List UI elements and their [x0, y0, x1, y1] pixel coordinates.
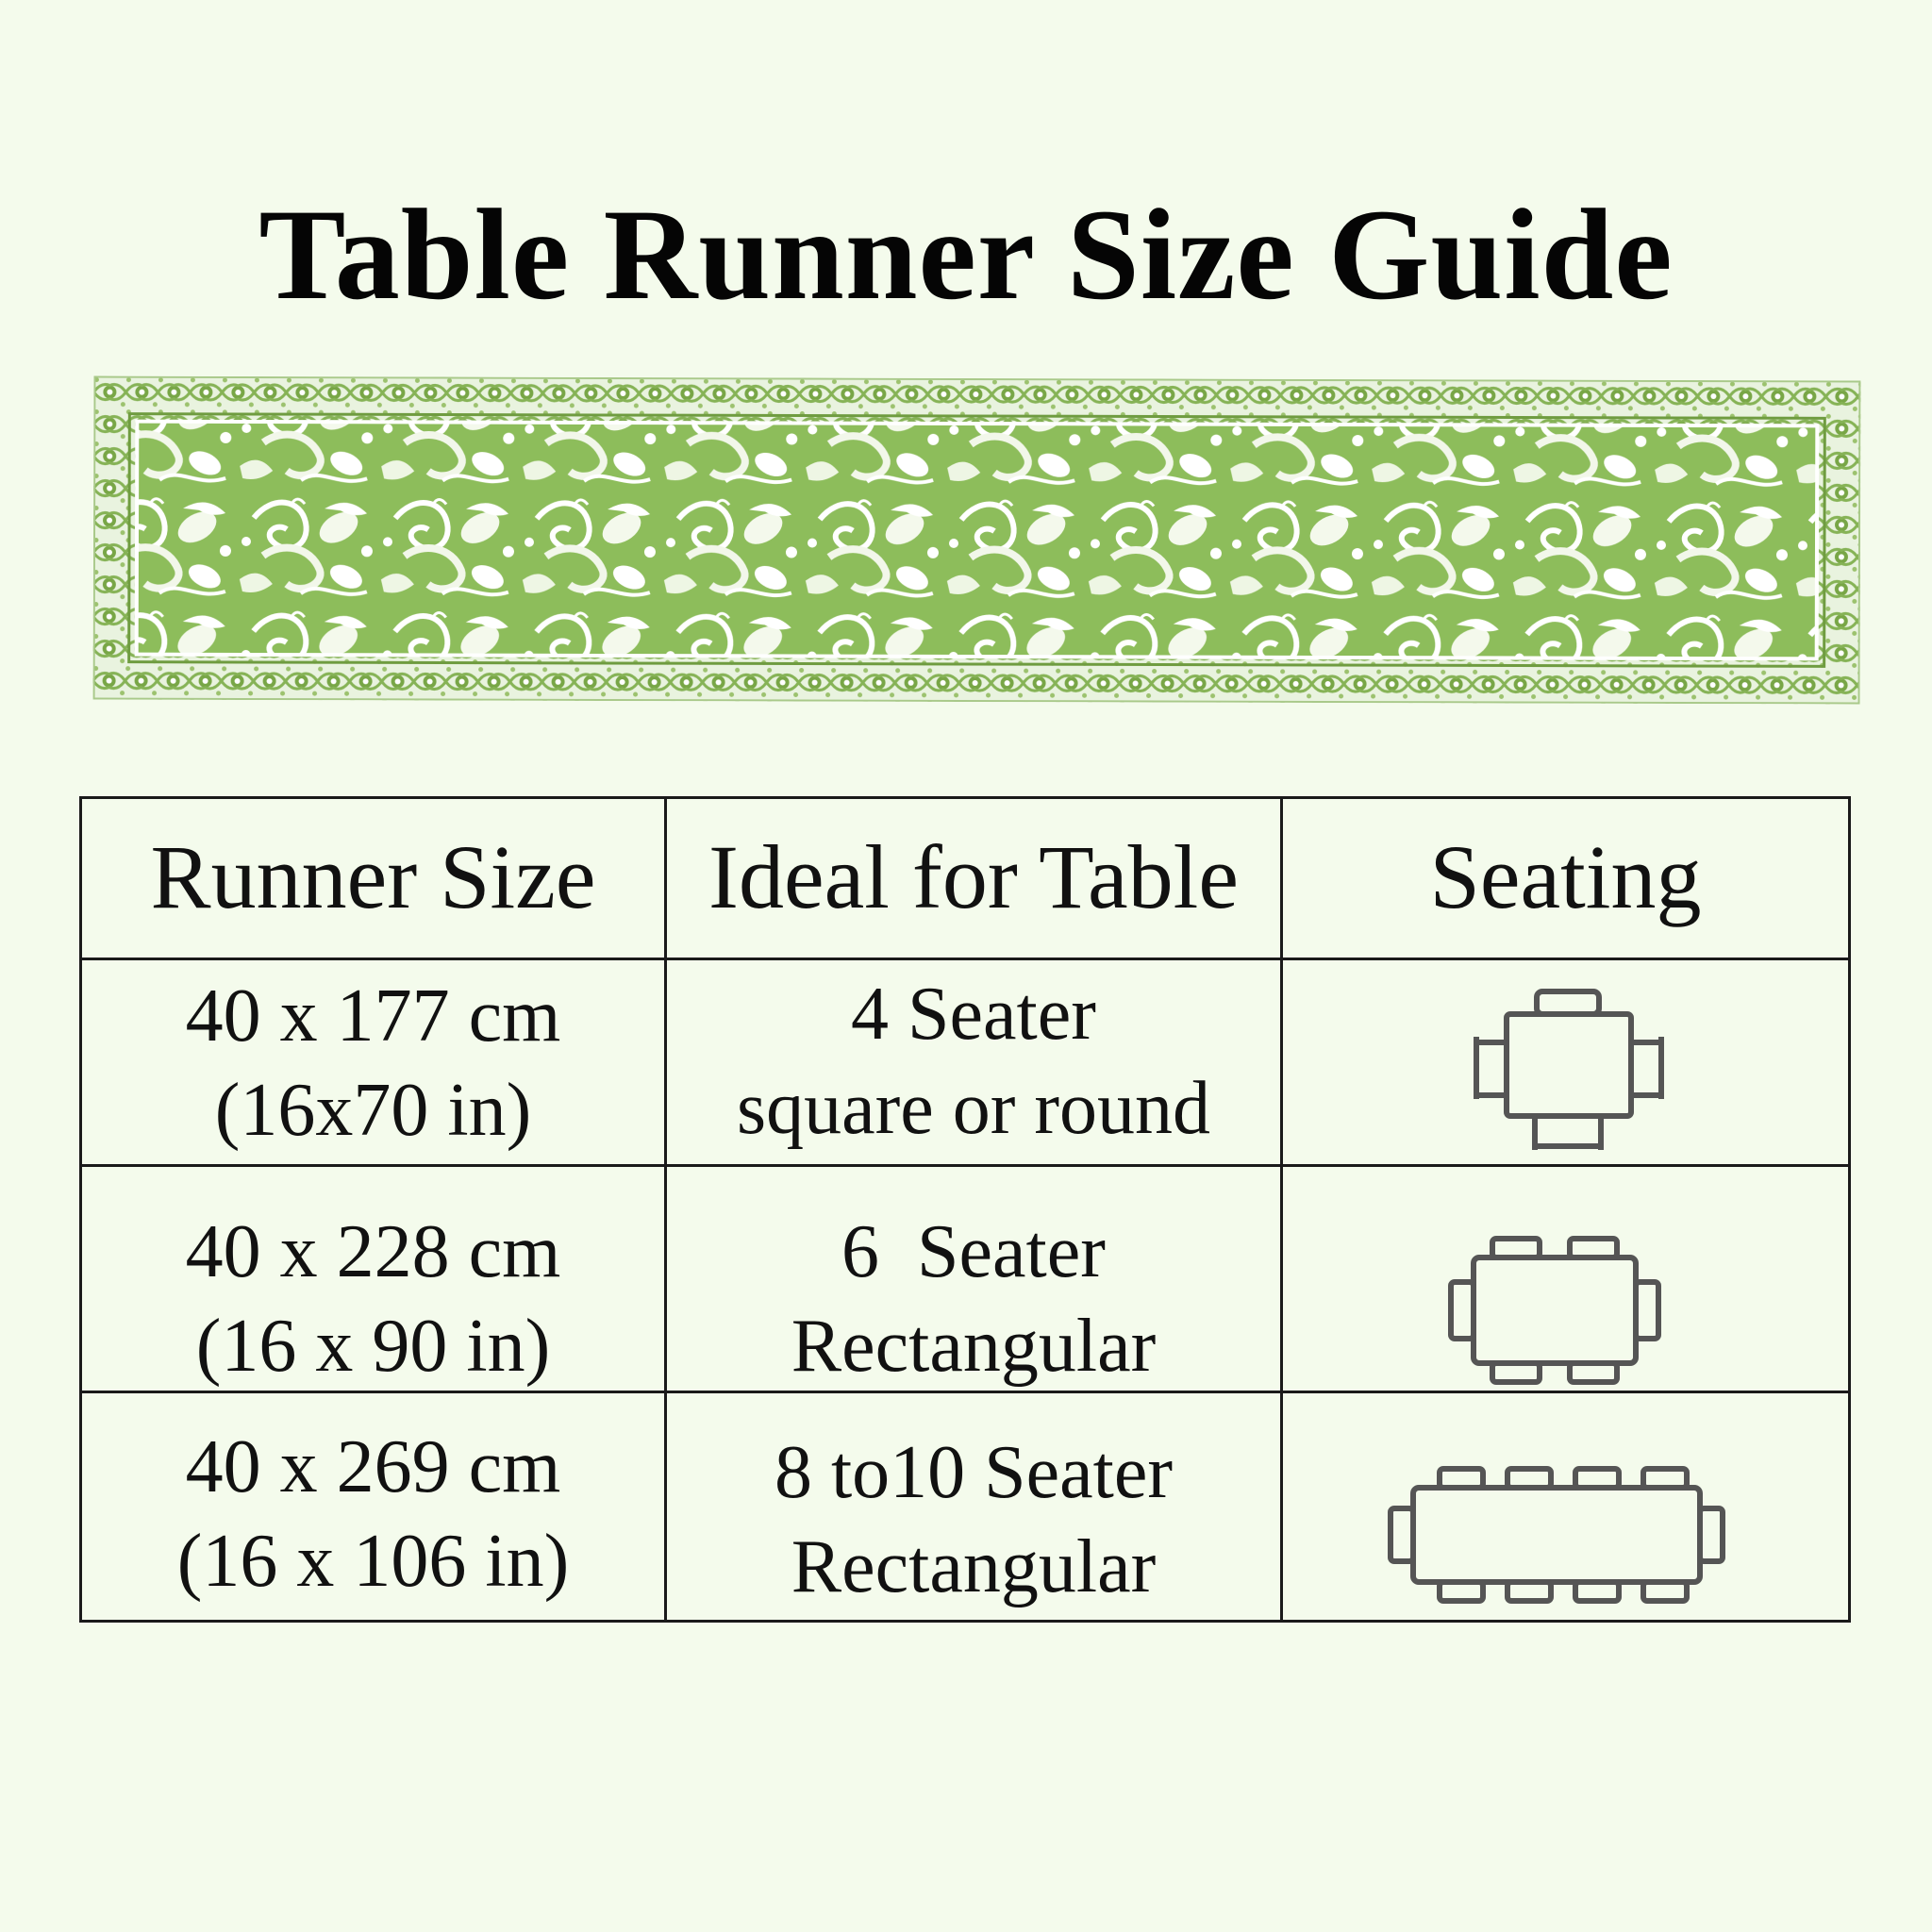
table-shape: Rectangular [791, 1525, 1157, 1608]
table-shape: square or round [736, 1067, 1211, 1150]
four-seater-square-table-icon [1469, 988, 1667, 1158]
table-divider [82, 1164, 1848, 1167]
green-floral-table-runner-icon [93, 376, 1861, 705]
table-row-size [82, 1420, 664, 1608]
six-seater-rectangular-table-icon [1447, 1235, 1664, 1386]
size-cm: 40 x 177 cm [185, 974, 561, 1058]
header-ideal-for-table: Ideal for Table [708, 826, 1239, 927]
table-type: 6 Seater [841, 1210, 1106, 1293]
header-runner-size: Runner Size [150, 826, 596, 927]
page-title: Table Runner Size Guide [258, 182, 1674, 326]
table-row-size [82, 969, 664, 1158]
size-guide-table [79, 796, 1851, 1623]
size-cm: 40 x 269 cm [185, 1425, 561, 1508]
table-row-ideal [667, 1205, 1280, 1393]
size-cm: 40 x 228 cm [185, 1210, 561, 1293]
table-shape: Rectangular [791, 1305, 1157, 1388]
size-in: (16x70 in) [214, 1069, 532, 1152]
header-seating: Seating [1429, 826, 1702, 927]
ten-seater-rectangular-table-icon [1387, 1465, 1726, 1607]
table-row-ideal [667, 1425, 1280, 1614]
size-in: (16 x 90 in) [195, 1305, 551, 1388]
size-in: (16 x 106 in) [176, 1520, 570, 1603]
table-divider [82, 958, 1848, 960]
table-row-ideal [667, 967, 1280, 1156]
table-runner-image [93, 376, 1861, 705]
table-type: 8 to10 Seater [774, 1431, 1174, 1514]
table-type: 4 Seater [851, 973, 1096, 1056]
table-row-size [82, 1205, 664, 1393]
